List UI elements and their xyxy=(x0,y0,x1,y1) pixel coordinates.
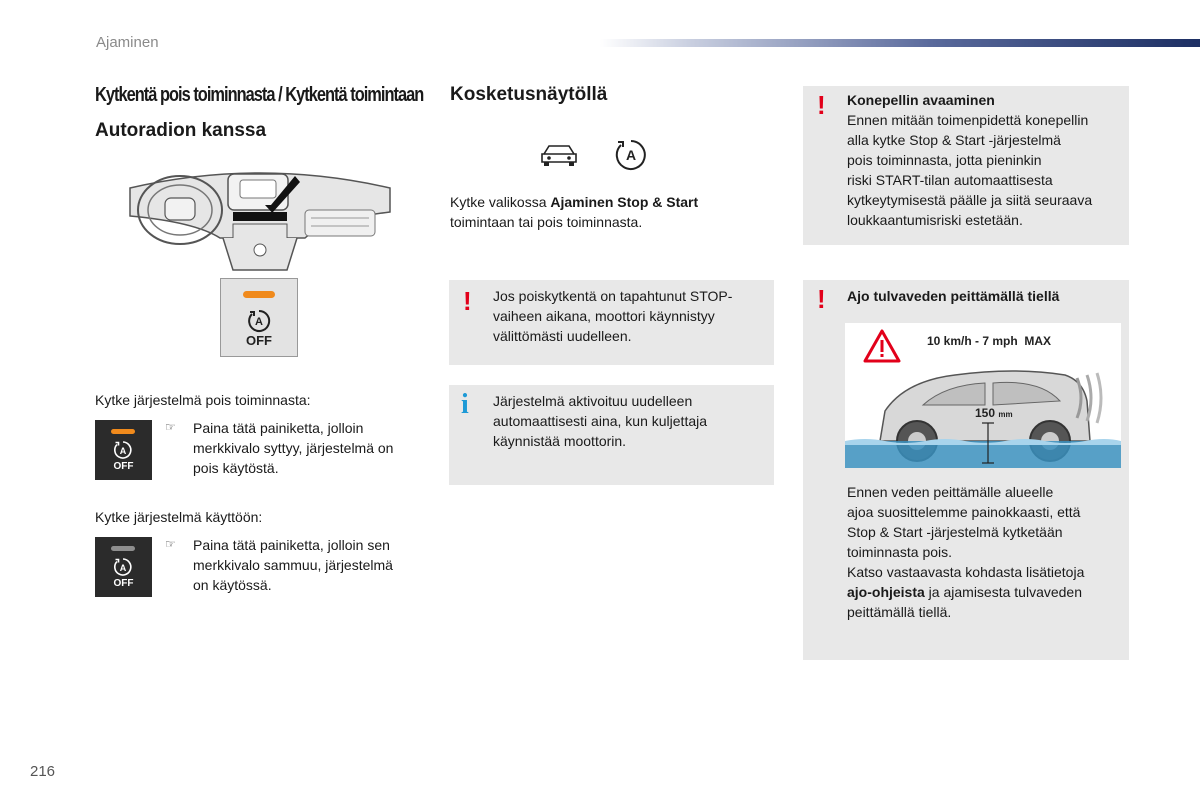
flood-warning-box xyxy=(803,280,1129,660)
bullet-icon: ☞ xyxy=(165,537,176,551)
enable-intro: Kytke järjestelmä käyttöön: xyxy=(95,509,263,525)
flood-text: Ennen veden peittämälle alueelle ajoa suosittelemme painokkaasti, että Stop & Start -järjestelmä kytketään toiminnasta pois. Katso vastaavasta kohdasta lisätietoja ajo-ohjeista ja ajamisesta tulvaveden peittämällä tiellä. xyxy=(847,484,1085,620)
indicator-lamp-on xyxy=(111,429,135,434)
info-icon: i xyxy=(461,389,469,420)
disable-intro: Kytke järjestelmä pois toiminnasta: xyxy=(95,392,311,408)
warning-triangle-icon xyxy=(865,331,899,361)
flood-depth-label: 150 mm xyxy=(975,406,1013,420)
indicator-lamp xyxy=(243,291,275,298)
section-subtitle: Autoradion kanssa xyxy=(95,120,267,141)
off-button-on xyxy=(95,420,152,480)
stop-start-letter: A xyxy=(255,316,263,328)
off-button-off xyxy=(95,537,152,597)
enable-instruction: Paina tätä painiketta, jolloin sen merkkivalo sammuu, järjestelmä on käytössä. xyxy=(193,537,393,593)
car-icon xyxy=(538,140,580,170)
stop-start-icon xyxy=(113,440,133,460)
section-header: Ajaminen xyxy=(96,34,159,51)
flood-illustration xyxy=(845,323,1121,468)
disable-instruction: Paina tätä painiketta, jolloin merkkivalo syttyy, järjestelmä on pois käytöstä. xyxy=(193,420,394,476)
info-text: Järjestelmä aktivoituu uudelleen automaattisesti aina, kun kuljettaja käynnistää moottorin. xyxy=(493,393,708,449)
touchscreen-title: Kosketusnäytöllä xyxy=(450,84,608,105)
off-label: OFF xyxy=(113,461,134,472)
header-bar xyxy=(600,39,1200,47)
warning-icon: ! xyxy=(817,284,826,314)
section-title: Kytkentä pois toiminnasta / Kytkentä toimintaan xyxy=(95,84,424,106)
stop-start-icon xyxy=(247,309,271,333)
warning-text: Jos poiskytkentä on tapahtunut STOP- vaiheen aikana, moottori käynnistyy välittömästi uudelleen. xyxy=(493,288,733,344)
stop-start-letter: A xyxy=(119,563,127,573)
stop-start-letter: A xyxy=(625,147,637,163)
stop-start-icon xyxy=(613,137,649,173)
off-label: OFF xyxy=(113,578,134,589)
warning-box xyxy=(449,280,774,365)
touchscreen-instruction: Kytke valikossa Ajaminen Stop & Start toimintaan tai pois toiminnasta. xyxy=(450,194,699,230)
stop-start-icon xyxy=(113,557,133,577)
page-number: 216 xyxy=(30,763,56,780)
indicator-lamp-off xyxy=(111,546,135,551)
bonnet-text: Konepellin avaaminen Ennen mitään toimenpidettä konepellin alla kytke Stop & Start -järjestelmä pois toiminnasta, jotta pieninkin riski START-tilan automaattisesta kytkeytymisestä päälle ja siitä seuraava loukkaantumisriski estetään. xyxy=(847,92,1093,228)
warning-icon: ! xyxy=(463,286,472,316)
off-label: OFF xyxy=(246,333,272,348)
flood-speed-label: 10 km/h - 7 mph MAX xyxy=(927,334,1052,348)
info-box xyxy=(449,385,774,485)
stop-start-letter: A xyxy=(119,446,127,456)
warning-icon: ! xyxy=(817,90,826,120)
flood-title: Ajo tulvaveden peittämällä tiellä xyxy=(847,288,1060,304)
off-button-illustration xyxy=(220,278,298,357)
bonnet-warning-box xyxy=(803,86,1129,245)
bullet-icon: ☞ xyxy=(165,420,176,434)
